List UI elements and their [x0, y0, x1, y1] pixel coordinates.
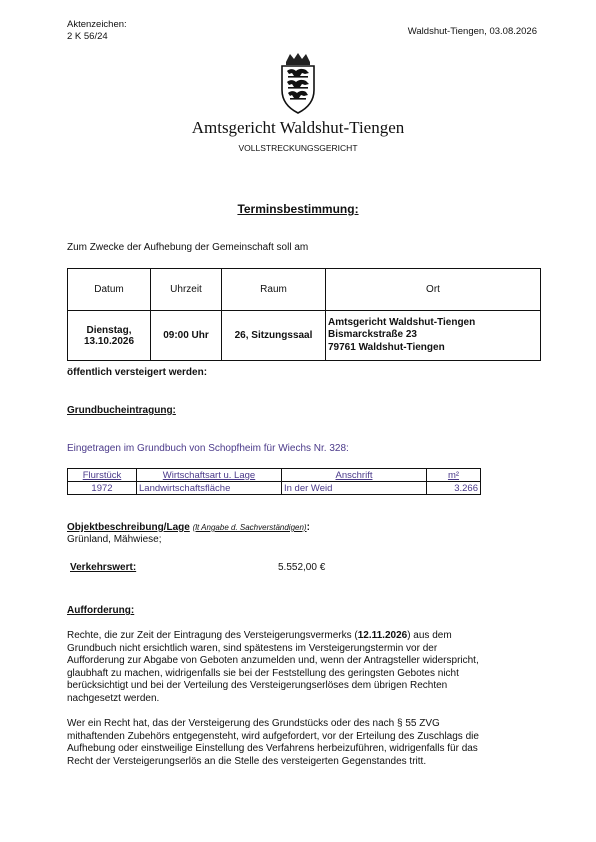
- place-line-2: Bismarckstraße 23: [328, 329, 417, 341]
- cell-parcel: 1972: [68, 482, 137, 495]
- p1-line-2: Grundbuch nicht ersichtlich waren, sind spätestens im Versteigerungstermin vor der: [67, 642, 438, 654]
- p1-line-3: Aufforderung zur Abgabe von Geboten anzumelden und, wenn der Antragsteller widerspricht,: [67, 655, 479, 666]
- place-line-3: 79761 Waldshut-Tiengen: [328, 341, 445, 353]
- court-department: VOLLSTRECKUNGSGERICHT: [238, 143, 358, 153]
- place-line-1: Amtsgericht Waldshut-Tiengen: [328, 316, 476, 328]
- object-colon: :: [306, 522, 310, 533]
- p1-line-5: berücksichtigt und bei der Verteilung des Versteigerungserlöses dem übrigen Rechten: [67, 680, 448, 691]
- p2-line-4: Recht der Versteigerungserlös an die Stelle des versteigerten Gegenstandes tritt.: [67, 755, 427, 767]
- header-ort: Ort: [326, 269, 541, 311]
- col-wirtschaftsart: Wirtschaftsart u. Lage: [137, 469, 282, 482]
- page-title: Terminsbestimmung:: [237, 202, 359, 216]
- appointment-weekday: Dienstag,: [86, 324, 132, 336]
- p1-line-4: glaubhaft zu machen, widrigenfalls sie bei der Feststellung des geringsten Gebotes nicht: [67, 667, 459, 679]
- col-area: m²: [427, 469, 481, 482]
- p1-line-1b: ) aus dem: [407, 630, 452, 641]
- cell-address: In der Weid: [282, 482, 427, 495]
- appointment-date: [68, 311, 151, 361]
- appointment-table: [67, 268, 541, 361]
- appointment-day: 13.10.2026: [83, 335, 135, 347]
- col-flurstueck: Flurstück: [68, 469, 137, 482]
- appointment-place: [326, 311, 541, 361]
- registration-date: 12.11.2026: [357, 630, 408, 641]
- header-uhrzeit: Uhrzeit: [151, 269, 222, 311]
- value-amount: 5.552,00 €: [278, 562, 326, 573]
- object-note: (lt Angabe d. Sachverständigen): [192, 523, 307, 532]
- value-label: Verkehrswert:: [70, 562, 137, 573]
- p1-line-1: [67, 630, 547, 643]
- aktenzeichen: 2 K 56/24: [67, 31, 108, 42]
- place-date: Waldshut-Tiengen, 03.08.2026: [407, 26, 537, 37]
- aktenzeichen-label: Aktenzeichen:: [67, 19, 127, 30]
- appointment-room: 26, Sitzungssaal: [222, 311, 326, 361]
- p2-line-1: Wer ein Recht hat, das der Versteigerung des Grundstücks oder des nach § 55 ZVG: [67, 718, 440, 729]
- p2-line-2: mithaftenden Zubehörs entgegensteht, wird aufgefordert, vor der Erteilung des Zuschlags die: [67, 730, 479, 742]
- object-heading: Objektbeschreibung/Lage: [67, 522, 190, 533]
- header-datum: Datum: [68, 269, 151, 311]
- cell-area: 3.266: [427, 482, 481, 495]
- table-header-row: [68, 469, 481, 482]
- land-register-entry: Eingetragen im Grundbuch von Schopfheim für Wiechs Nr. 328:: [67, 443, 349, 454]
- object-description: Grünland, Mähwiese;: [67, 534, 162, 545]
- p1-line-1a: Rechte, die zur Zeit der Eintragung des Versteigerungsvermerks (: [67, 630, 358, 641]
- header-raum: Raum: [222, 269, 326, 311]
- appointment-time: 09:00 Uhr: [151, 311, 222, 361]
- p1-line-6: nachgesetzt werden.: [67, 692, 160, 704]
- cell-type: Landwirtschaftsfläche: [137, 482, 282, 495]
- object-heading-line: [67, 522, 310, 535]
- intro-text: Zum Zwecke der Aufhebung der Gemeinschaft soll am: [67, 242, 309, 253]
- request-paragraph-1: [67, 630, 547, 705]
- table-row: [68, 482, 481, 495]
- court-name: Amtsgericht Waldshut-Tiengen: [191, 118, 405, 137]
- col-anschrift: Anschrift: [282, 469, 427, 482]
- land-register-table: [67, 468, 481, 495]
- request-heading: Aufforderung:: [67, 605, 135, 616]
- coat-of-arms-icon: [278, 52, 318, 114]
- land-register-heading: Grundbucheintragung:: [67, 405, 176, 416]
- auction-text: öffentlich versteigert werden:: [67, 367, 208, 378]
- request-paragraph-2: [67, 718, 547, 768]
- p2-line-3: Aufhebung oder einstweilige Einstellung des Verfahrens herbeizuführen, widrigenfalls für das: [67, 743, 478, 754]
